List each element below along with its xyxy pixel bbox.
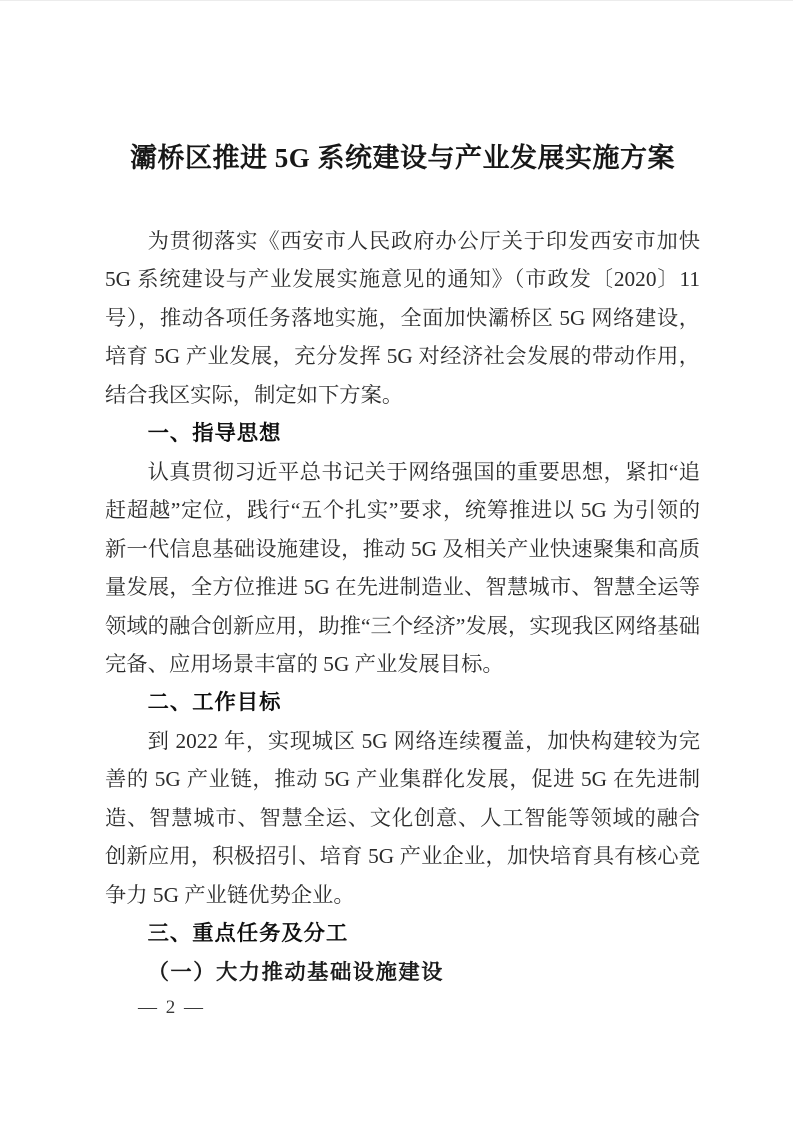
document-title: 灞桥区推进 5G 系统建设与产业发展实施方案 — [129, 143, 675, 173]
heading-section-1-guiding-ideology: 一、指导思想 — [147, 421, 282, 446]
heading-section-2-work-goals: 二、工作目标 — [147, 690, 282, 715]
document-body — [105, 222, 700, 991]
paragraph-preamble: 为贯彻落实《西安市人民政府办公厅关于印发西安市加快 5G 系统建设与产业发展实施意见的通知》（市政发〔2020〕11 号），推动各项任务落地实施，全面加快灞桥区 5G 网络建设，培育 5G 产业发展，充分发挥 5G 对经济社会发展的带动作用，结合我区实际，制定如下方案。 — [105, 229, 700, 407]
page-number: — 2 — — [138, 997, 205, 1018]
heading-subsection-1-infrastructure: （一）大力推动基础设施建设 — [147, 959, 444, 984]
heading-section-3-key-tasks: 三、重点任务及分工 — [147, 921, 349, 946]
paragraph-guiding-ideology: 认真贯彻习近平总书记关于网络强国的重要思想，紧扣“追赶超越”定位，践行“五个扎实”要求，统筹推进以 5G 为引领的新一代信息基础设施建设，推动 5G 及相关产业快速聚集和高质量发展，全方位推进 5G 在先进制造业、智慧城市、智慧全运等领域的融合创新应用，助推“三个经济”发展，实现我区网络基础完备、应用场景丰富的 5G 产业发展目标。 — [105, 459, 700, 676]
paragraph-work-goals: 到 2022 年，实现城区 5G 网络连续覆盖，加快构建较为完善的 5G 产业链，推动 5G 产业集群化发展，促进 5G 在先进制造、智慧城市、智慧全运、文化创意、人工智能等领域的融合创新应用，积极招引、培育 5G 产业企业，加快培育具有核心竞争力 5G 产业链优势企业。 — [105, 728, 700, 907]
